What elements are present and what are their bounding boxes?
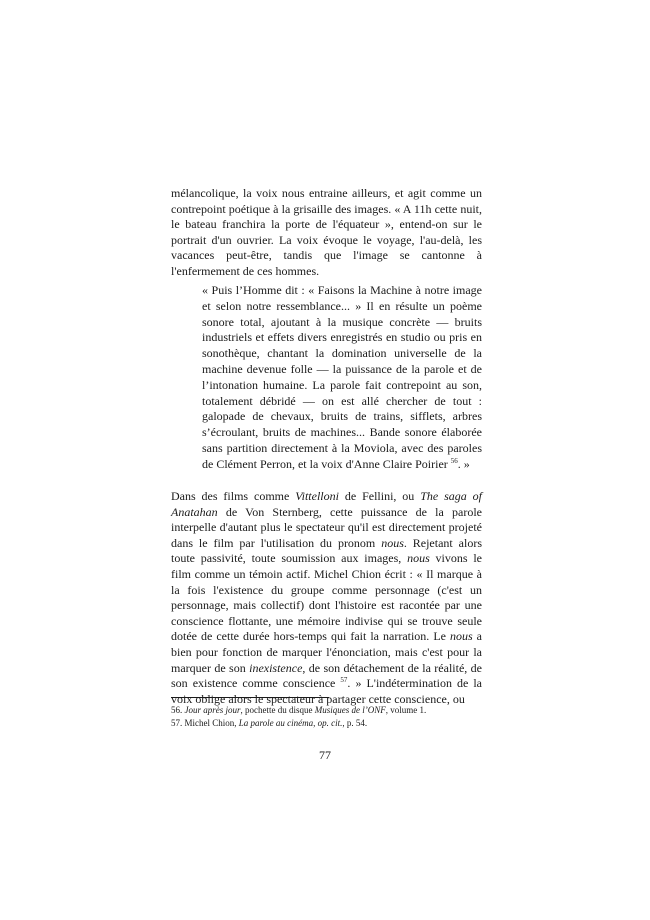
emphasis: nous bbox=[450, 629, 473, 644]
page-number: 77 bbox=[319, 748, 331, 762]
quote-text: « Puis l’Homme dit : « Faisons la Machine à notre image et selon notre ressemblance... » Il en résulte un poème sonore total, ajoutant à la musique concrète — bruits industriels et effets divers enregistrés en studio ou pris en sonothèque, chantant la domination universelle de la machine devenue folle — la puissance de la parole et de l’intonation humaine. La parole fait contrepoint au son, totalement débridé — on est allé chercher de tout : galopade de chevaux, bruits de trains, sifflets, arbres s’écroulant, bruits de machines... Bande sonore élaborée sans partition directement à la Moviola, avec des paroles de Clément Perron, et la voix d'Anne Claire Poirier bbox=[202, 283, 482, 471]
film-title-anatahan: The saga of Anatahan bbox=[171, 489, 482, 519]
text-run: a bien pour fonction de marquer l'énonciation, mais c'est pour la marquer de son bbox=[171, 629, 483, 675]
footnote-number: 56. bbox=[171, 705, 185, 715]
footnotes bbox=[171, 704, 491, 730]
footnote-ref-56: 56 bbox=[450, 456, 458, 465]
text-run: de Von Sternberg, cette puissance de la parole interpelle d'autant plus le spectateur qu'il est directement projeté dans le film par l'utilisation du pronom bbox=[171, 504, 482, 550]
body-paragraph-1 bbox=[171, 186, 482, 280]
quote-closing: . » bbox=[457, 456, 470, 471]
emphasis: nous bbox=[381, 535, 404, 550]
footnote-ref-57: 57 bbox=[340, 676, 348, 685]
footnote-text: Michel Chion, bbox=[184, 718, 239, 728]
footnote-text: , p. 54. bbox=[342, 718, 368, 728]
text-run: vivons le film comme un témoin actif. Michel Chion écrit : « Il marque à la fois l'existence du groupe comme personnage (c'est un personnage, mais collectif) dont l'histoire est racontée par une conscience flottante, une mémoire indivise qui se trouve seule dotée de cette durée hors-temps qui fait la narration. Le bbox=[171, 551, 482, 644]
footnote-italic: Musiques de l’ONF bbox=[314, 705, 386, 715]
emphasis: nous bbox=[407, 551, 430, 566]
emphasis: inexistence bbox=[249, 660, 303, 675]
footnote-number: 57. bbox=[171, 718, 185, 728]
footnote-text: , pochette du disque bbox=[240, 705, 315, 715]
footnote-italic: Jour après jour bbox=[184, 705, 241, 715]
paragraph-text: mélancolique, la voix nous entraine ailleurs, et agit comme un contrepoint poétique à la grisaille des images. « A 11h cette nuit, le bateau franchira la porte de l'équateur », entend-on sur le portrait d'un ouvrier. La voix évoque le voyage, l'au-delà, les vacances peut-être, tandis que l'image se cantonne à l'enfermement de ces hommes. bbox=[171, 186, 482, 278]
footnote-divider bbox=[171, 697, 329, 698]
footnote-italic: La parole au cinéma, op. cit. bbox=[238, 718, 343, 728]
paragraph-text bbox=[171, 489, 482, 707]
footnote-56 bbox=[171, 704, 491, 717]
text-run: Dans des films comme bbox=[171, 489, 296, 503]
block-quote bbox=[202, 283, 482, 473]
body-paragraph-2 bbox=[171, 489, 482, 707]
text-run: . Rejetant alors toute passivité, toute soumission aux images, bbox=[171, 535, 482, 566]
film-title-vittelloni: Vittelloni bbox=[295, 489, 339, 503]
footnote-57 bbox=[171, 717, 491, 730]
text-run: , de son détachement de la réalité, de son existence comme conscience bbox=[171, 660, 482, 691]
footnote-text: , volume 1. bbox=[385, 705, 427, 715]
text-run: . » L'indétermination de la voix oblige alors le spectateur à partager cette conscience, ou bbox=[171, 676, 482, 706]
text-run: de Fellini, ou bbox=[338, 489, 421, 503]
